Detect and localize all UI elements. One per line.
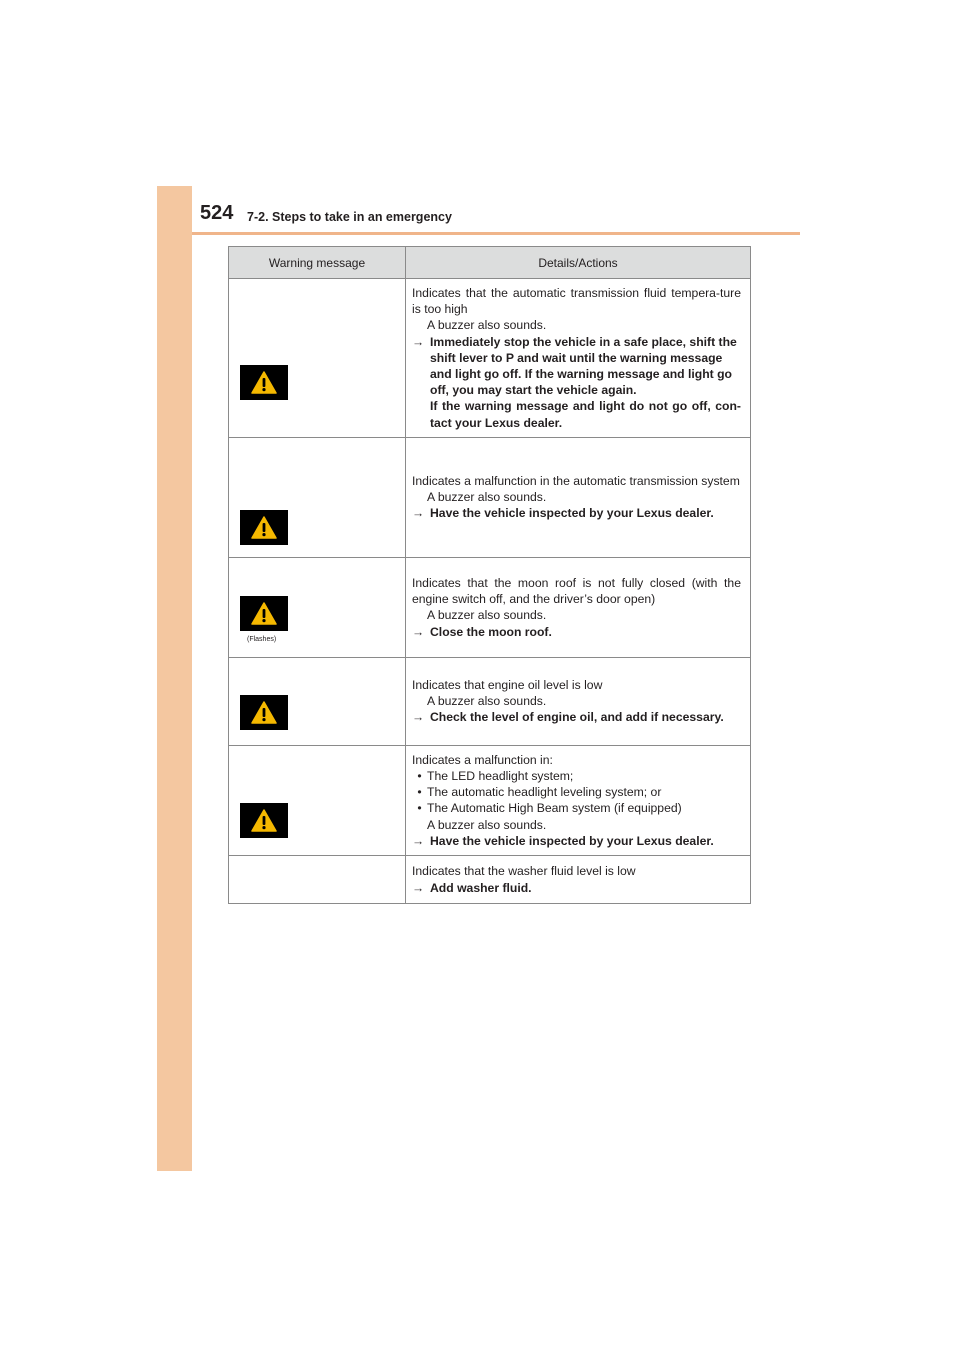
warning-triangle-icon (240, 596, 288, 631)
action-text: → Have the vehicle inspected by your Lexus dealer. (412, 506, 714, 521)
column-header-details: Details/Actions (406, 247, 751, 279)
table-header-row (229, 247, 751, 279)
table-row (229, 856, 751, 904)
description-text: Indicates that the washer fluid level is low (412, 864, 636, 879)
header-rule (192, 232, 800, 235)
warning-icon-cell (229, 279, 406, 438)
description-text: Indicates a malfunction in the automatic transmission system (412, 474, 740, 489)
bullet-item: • The LED headlight system; (417, 769, 574, 784)
warning-icon-cell-empty (229, 856, 406, 904)
details-cell (406, 557, 751, 657)
arrow-icon: → (412, 334, 425, 349)
details-cell (406, 437, 751, 557)
flashes-note: (Flashes) (247, 636, 277, 644)
arrow-icon: → (412, 506, 425, 521)
warning-triangle-icon (240, 510, 288, 545)
buzzer-note: A buzzer also sounds. (427, 694, 547, 709)
table-row (229, 557, 751, 657)
action-text: → Add washer fluid. (412, 880, 532, 895)
action-text: → Check the level of engine oil, and add if necessary. (412, 710, 724, 725)
warning-message-table (228, 246, 751, 904)
table-row (229, 657, 751, 745)
buzzer-note: A buzzer also sounds. (427, 490, 547, 505)
warning-triangle-icon (240, 695, 288, 730)
details-cell (406, 745, 751, 855)
action-text: → Have the vehicle inspected by your Lexus dealer. (412, 833, 714, 848)
arrow-icon: → (412, 833, 425, 848)
section-title: 7-2. Steps to take in an emergency (247, 210, 452, 224)
buzzer-note: A buzzer also sounds. (427, 817, 547, 832)
warning-triangle-icon (240, 365, 288, 400)
arrow-icon: → (412, 880, 425, 895)
action-text: → Close the moon roof. (412, 624, 552, 639)
description-text: Indicates that the automatic transmission fluid tempera-ture is too high (412, 286, 741, 317)
page-header (200, 200, 800, 236)
description-text: Indicates that engine oil level is low (412, 678, 603, 693)
table-row (229, 437, 751, 557)
warning-triangle-icon (240, 803, 288, 838)
buzzer-note: A buzzer also sounds. (427, 318, 547, 333)
warning-icon-cell (229, 745, 406, 855)
bullet-item: • The automatic headlight leveling system; or (417, 785, 662, 800)
side-color-band (157, 186, 192, 1171)
table-row (229, 279, 751, 438)
page-number: 524 (200, 202, 234, 224)
description-text: Indicates that the moon roof is not fully closed (with the engine switch off, and the driver’s door open) (412, 575, 741, 607)
details-cell (406, 657, 751, 745)
warning-icon-cell (229, 437, 406, 557)
action-text: → Immediately stop the vehicle in a safe place, shift the shift lever to P and wait until the warning message and light go off. If the warning message and light go off, you may start the vehicle again. (412, 334, 737, 398)
details-cell (406, 856, 751, 904)
bullet-item: • The Automatic High Beam system (if equipped) (417, 801, 682, 816)
action-text-continued: If the warning message and light do not go off, con-tact your Lexus dealer. (430, 399, 741, 430)
table-row (229, 745, 751, 855)
warning-icon-cell (229, 557, 406, 657)
buzzer-note: A buzzer also sounds. (427, 608, 547, 623)
details-cell (406, 279, 751, 438)
column-header-warning: Warning message (229, 247, 406, 279)
description-text: Indicates a malfunction in: (412, 752, 553, 767)
arrow-icon: → (412, 710, 425, 725)
arrow-icon: → (412, 624, 425, 639)
warning-icon-cell (229, 657, 406, 745)
